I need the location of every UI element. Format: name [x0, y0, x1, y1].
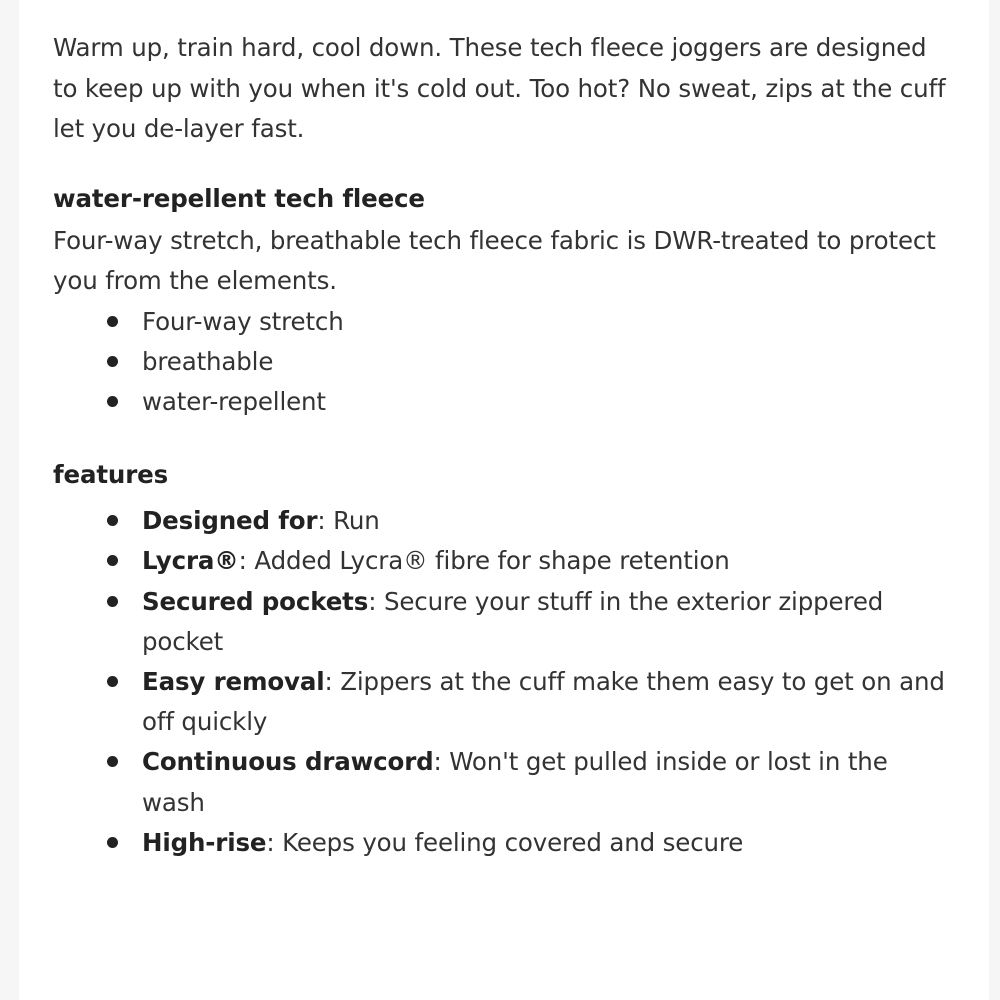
feature-separator: : [324, 666, 341, 696]
product-description [19, 0, 989, 1000]
intro-paragraph: Warm up, train hard, cool down. These tech fleece joggers are designed to keep up with you when it's cold out. Too hot? No sweat, zips at the cuff let you de-layer fast. [53, 33, 946, 143]
list-item [142, 382, 949, 422]
feature-name: Continuous drawcord [142, 747, 434, 777]
list-item [142, 342, 949, 382]
feature-text: Added Lycra® fibre for shape retention [254, 546, 730, 576]
bullet-text: breathable [142, 346, 274, 376]
bullet-icon [107, 555, 118, 566]
feature-text: Secure your stuff in the exterior zippered pocket [142, 586, 884, 656]
feature-separator: : [266, 827, 283, 857]
feature-item [142, 541, 949, 581]
feature-name: High-rise [142, 827, 267, 857]
feature-text: Zippers at the cuff make them easy to get on and off quickly [142, 666, 945, 737]
feature-text: Keeps you feeling covered and secure [282, 827, 744, 857]
features-heading: features [53, 460, 169, 490]
bullet-icon [107, 515, 118, 526]
bullet-icon [107, 837, 118, 848]
feature-item [142, 582, 949, 662]
list-item [142, 302, 949, 342]
fabric-heading: water-repellent tech fleece [53, 183, 425, 213]
feature-text: Won't get pulled inside or lost in the wash [142, 747, 888, 817]
feature-item [142, 742, 949, 822]
feature-name: Designed for [142, 506, 318, 536]
bullet-icon [107, 596, 118, 607]
fabric-bullet-list [53, 302, 949, 423]
bullet-icon [107, 756, 118, 767]
features-list [53, 501, 949, 863]
bullet-icon [107, 316, 118, 327]
bullet-text: Four-way stretch [142, 306, 344, 336]
feature-separator: : [317, 506, 334, 536]
feature-name: Lycra® [142, 546, 239, 576]
bullet-icon [107, 676, 118, 687]
feature-name: Easy removal [142, 666, 325, 696]
bullet-text: water-repellent [142, 386, 326, 416]
fabric-description: Four-way stretch, breathable tech fleece fabric is DWR-treated to protect you from the elements. [53, 225, 936, 295]
feature-separator: : [433, 747, 450, 777]
feature-separator: : [368, 586, 384, 616]
feature-item [142, 501, 949, 541]
feature-item [142, 823, 949, 863]
feature-name: Secured pockets [142, 586, 369, 616]
feature-text: Run [333, 506, 380, 536]
feature-separator: : [238, 546, 255, 576]
feature-item [142, 662, 949, 742]
bullet-icon [107, 396, 118, 407]
bullet-icon [107, 356, 118, 367]
